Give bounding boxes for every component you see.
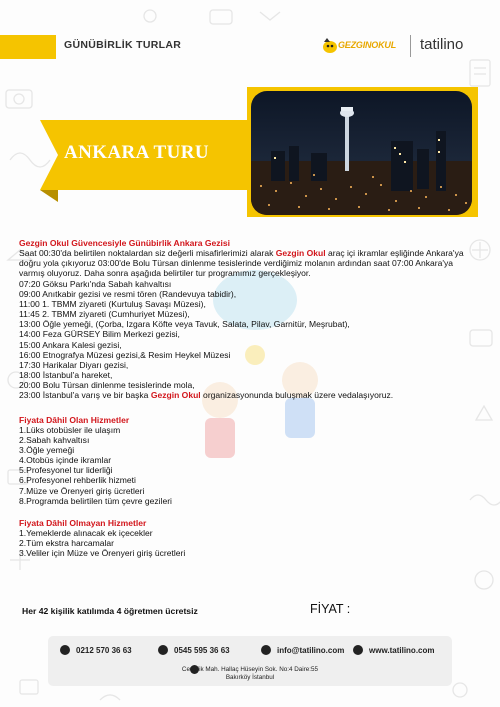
program-item: 16:00 Etnografya Müzesi gezisi,& Resim Heykel Müzesi (19, 349, 231, 360)
program-item: 07:20 Göksu Parkı'nda Sabah kahvaltısı (19, 278, 172, 289)
program-item: 15:00 Ankara Kalesi gezisi, (19, 339, 122, 350)
included-item: 6.Profesyonel rehberlik hizmeti (19, 475, 136, 486)
city-skyline-image (251, 91, 472, 215)
email[interactable] (261, 645, 344, 655)
brand-name: Gezgin Okul (275, 248, 326, 259)
excluded-item: 3.Veliler için Müze ve Örenyeri giriş ücretleri (19, 548, 186, 559)
included-item: 2.Sabah kahvaltısı (19, 434, 90, 445)
banner-title: ANKARA TURU (64, 142, 209, 163)
program-item: 17:30 Harikalar Diyarı gezisi, (19, 359, 129, 370)
mobile-phone-icon (158, 645, 168, 655)
logo-divider (410, 35, 411, 57)
globe-icon (353, 645, 363, 655)
contact-box (48, 636, 452, 686)
program-intro-text-2: araç içi ikramlar eşliğinde Ankara'ya doğru yola çıkıyoruz 03:00'de Bolu Türsan dinlenme tesislerinde verdiğimiz molanın ardından saat 07:00 Ankara'ya varmış oluyoruz. Daha sonra aşağıda belirtiler tur programımız gerçekleşiyor. (19, 248, 464, 279)
price-label: FİYAT : (310, 602, 351, 616)
ankara-night-photo (251, 91, 472, 215)
phone-2-text: 0545 595 36 63 (174, 645, 230, 655)
included-item: 4.Otobüs içinde ikramlar (19, 455, 112, 466)
program-item: 11:45 2. TBMM ziyareti (Cumhuriyet Müzesi), (19, 309, 190, 320)
phone-icon (60, 645, 70, 655)
email-icon (261, 645, 271, 655)
brand-name: Gezgin Okul (150, 390, 201, 401)
included-item: 5.Profesyonel tur liderliği (19, 465, 113, 476)
closing-text-2: organizasyonunda buluşmak üzere vedalaşıyoruz. (200, 390, 394, 401)
email-text: info@tatilino.com (277, 645, 345, 655)
program-heading: Gezgin Okul Güvencesiyle Günübirlik Ankara Gezisi (19, 238, 231, 248)
excluded-item: 1.Yemeklerde alınacak ek içecekler (19, 528, 153, 539)
included-item: 1.Lüks otobüsler ile ulaşım (19, 424, 121, 435)
included-item: 8.Programda belirtilen tüm çevre gezileri (19, 495, 172, 506)
program-item: 11:00 1. TBMM ziyareti (Kurtuluş Savaşı Müzesi), (19, 298, 206, 309)
tour-content (19, 238, 474, 559)
included-item: 7.Müze ve Örenyeri giriş ücretleri (19, 485, 145, 496)
program-closing (19, 390, 474, 400)
program-item: 09:00 Anıtkabir gezisi ve resmi tören (Randevuya tabidir), (19, 288, 237, 299)
included-item: 3.Öğle yemeği (19, 444, 75, 455)
included-heading: Fiyata Dâhil Olan Hizmetler (19, 414, 130, 425)
excluded-item: 2.Tüm ekstra harcamalar (19, 538, 114, 549)
phone-1[interactable] (60, 645, 132, 655)
program-item: 14:00 Feza GÜRSEY Bilim Merkezi gezisi, (19, 329, 180, 340)
phone-2[interactable] (158, 645, 230, 655)
tatilino-logo: tatilino (420, 36, 464, 53)
teachers-note: Her 42 kişilik katılımda 4 öğretmen ücretsiz (22, 606, 198, 616)
header-accent-bar (0, 35, 56, 59)
program-item: 18:00 İstanbul'a hareket, (19, 370, 113, 381)
gezginokul-logo-text: GEZGINOKUL (338, 40, 396, 50)
address-line-2: Bakırköy İstanbul (225, 674, 275, 681)
program-item: 13:00 Öğle yemeği, (Çorba, Izgara Köfte veya Tavuk, Salata, Pilav, Garnitür, Meşrubat), (19, 319, 350, 330)
program-intro (19, 248, 474, 278)
program-item: 20:00 Bolu Türsan dinlenme tesislerinde mola, (19, 380, 195, 391)
phone-1-text: 0212 570 36 63 (76, 645, 132, 655)
address-line-1: Cevizlik Mah. Hallaç Hüseyin Sok. No:4 Daire:55 (181, 666, 319, 673)
header-title: GÜNÜBİRLİK TURLAR (64, 39, 182, 51)
closing-text: 23:00 İstanbul'a varış ve bir başka (19, 390, 151, 401)
website-text: www.tatilino.com (369, 645, 435, 655)
website[interactable] (353, 645, 434, 655)
excluded-heading: Fiyata Dâhil Olmayan Hizmetler (19, 517, 147, 528)
program-intro-text: Saat 00:30'da belirtilen noktalardan siz değerli misafirlerimizi alarak (19, 248, 276, 259)
